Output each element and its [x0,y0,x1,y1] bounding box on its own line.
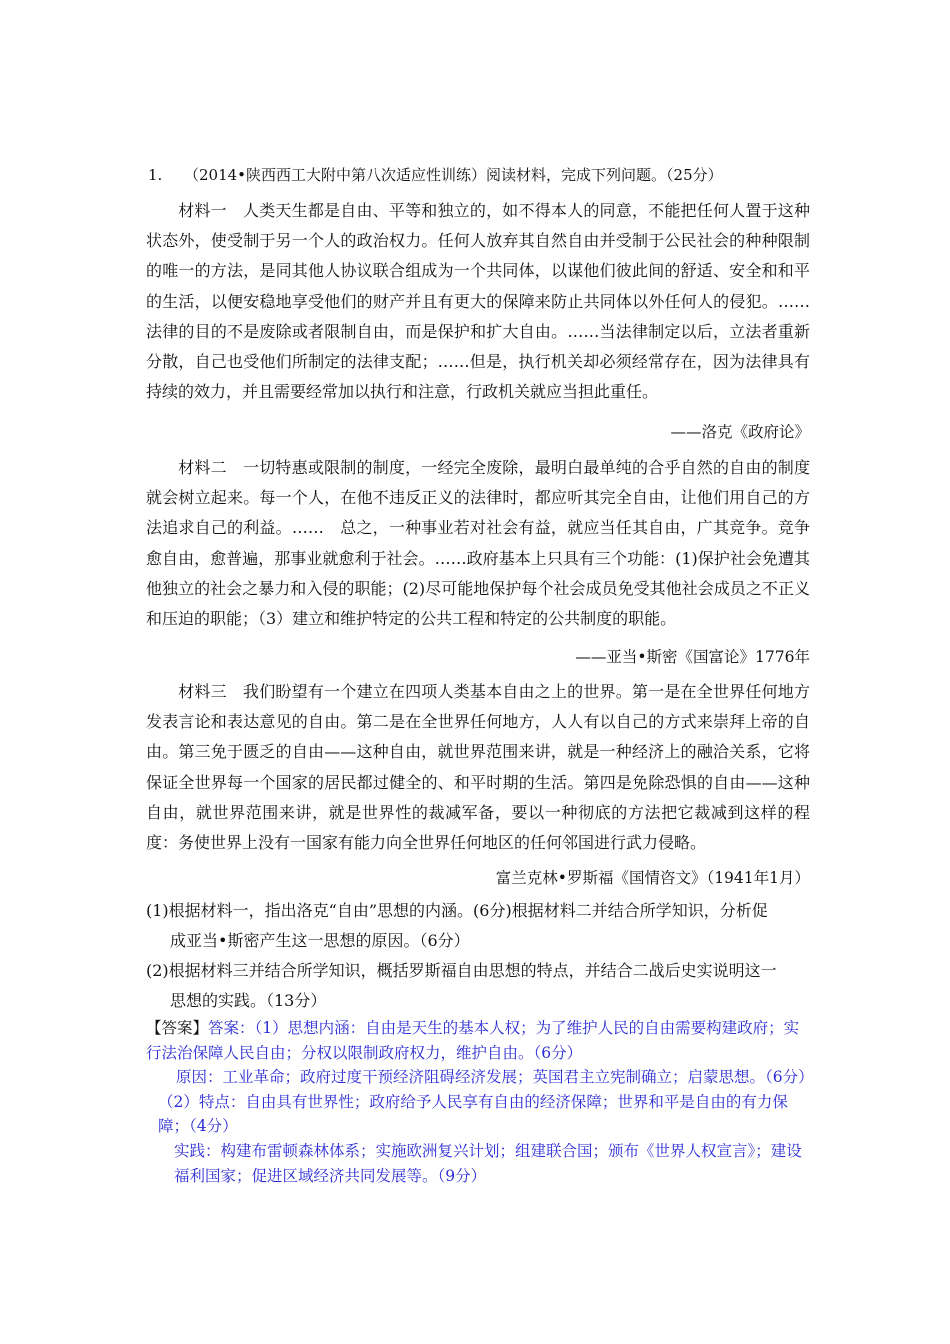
material-2-source: ——亚当•斯密《国富论》1776年 [575,648,810,666]
sub-question-2-line1: (2)根据材料三并结合所学知识，概括罗斯福自由思想的特点，并结合二战后史实说明这一 [146,961,777,980]
question-title: （2014•陕西西工大附中第八次适应性训练）阅读材料，完成下列问题。（25分） [184,166,723,184]
answer-part-2: （2）特点：自由具有世界性；政府给予人民享有自由的经济保障；世界和平是自由的有力保障；（4分） [158,1092,788,1136]
material-1 [146,196,810,407]
sub-question-1 [146,896,810,956]
answer-tag: 【答案】 [146,1019,209,1037]
sub-question-2 [146,956,810,1016]
answer-section [146,1016,814,1188]
material-2 [146,453,810,634]
question-header [148,163,808,187]
sub-question-1-line1: (1)根据材料一，指出洛克“自由”思想的内涵。(6分)根据材料二并结合所学知识，分析促 [146,901,768,920]
answer-practice: 实践：构建布雷顿森林体系；实施欧洲复兴计划；组建联合国；颁布《世界人权宣言》；建设福利国家；促进区域经济共同发展等。（9分） [174,1141,802,1185]
material-3 [146,677,810,858]
material-3-source: 富兰克林•罗斯福《国情咨文》（1941年1月） [495,869,810,887]
answer-part-1: 答案：（1）思想内涵：自由是天生的基本人权；为了维护人民的自由需要构建政府；实行法治保障人民自由；分权以限制政府权力，维护自由。（6分） [146,1019,800,1062]
sub-question-1-line2: 成亚当•斯密产生这一思想的原因。（6分） [170,931,470,950]
material-1-text: 材料一 人类天生都是自由、平等和独立的，如不得本人的同意，不能把任何人置于这种状态外，使受制于另一个人的政治权力。任何人放弃其自然自由并受制于公民社会的种种限制的唯一的方法，是同其他人协议联合组成为一个共同体，以谋他们彼此间的舒适、安全和和平的生活，以便安稳地享受他们的财产并且有更大的保障来防止共同体以外任何人的侵犯。……法律的目的不是废除或者限制自由，而是保护和扩大自由。……当法律制定以后，立法者重新分散，自己也受他们所制定的法律支配；……但是，执行机关却必须经常存在，因为法律具有持续的效力，并且需要经常加以执行和注意，行政机关就应当担此重任。 [146,201,810,402]
material-1-source: ——洛克《政府论》 [670,423,810,441]
question-number: 1. [148,166,163,184]
sub-question-2-line2: 思想的实践。（13分） [170,991,327,1010]
material-2-text: 材料二 一切特惠或限制的制度，一经完全废除，最明白最单纯的合乎自然的自由的制度就会树立起来。每一个人，在他不违反正义的法律时，都应听其完全自由，让他们用自己的方法追求自己的利益。…… 总之，一种事业若对社会有益，就应当任其自由，广其竞争。竞争愈自由，愈普遍，那事业就愈利于社会。……政府基本上只具有三个功能：(1)保护社会免遭其他独立的社会之暴力和入侵的职能；(2)尽可能地保护每个社会成员免受其他社会成员之不正义和压迫的职能；（3）建立和维护特定的公共工程和特定的公共制度的职能。 [146,458,810,629]
material-3-text: 材料三 我们盼望有一个建立在四项人类基本自由之上的世界。第一是在全世界任何地方发表言论和表达意见的自由。第二是在全世界任何地方，人人有以自己的方式来崇拜上帝的自由。第三免于匮乏的自由——这种自由，就世界范围来讲，就是一种经济上的融洽关系，它将保证全世界每一个国家的居民都过健全的、和平时期的生活。第四是免除恐惧的自由——这种自由，就世界范围来讲，就是世界性的裁减军备，要以一种彻底的方法把它裁减到这样的程度：务使世界上没有一国家有能力向全世界任何地区的任何邻国进行武力侵略。 [146,682,810,853]
answer-reason: 原因：工业革命；政府过度干预经济阻碍经济发展；英国君主立宪制确立；启蒙思想。（6分） [176,1068,814,1087]
